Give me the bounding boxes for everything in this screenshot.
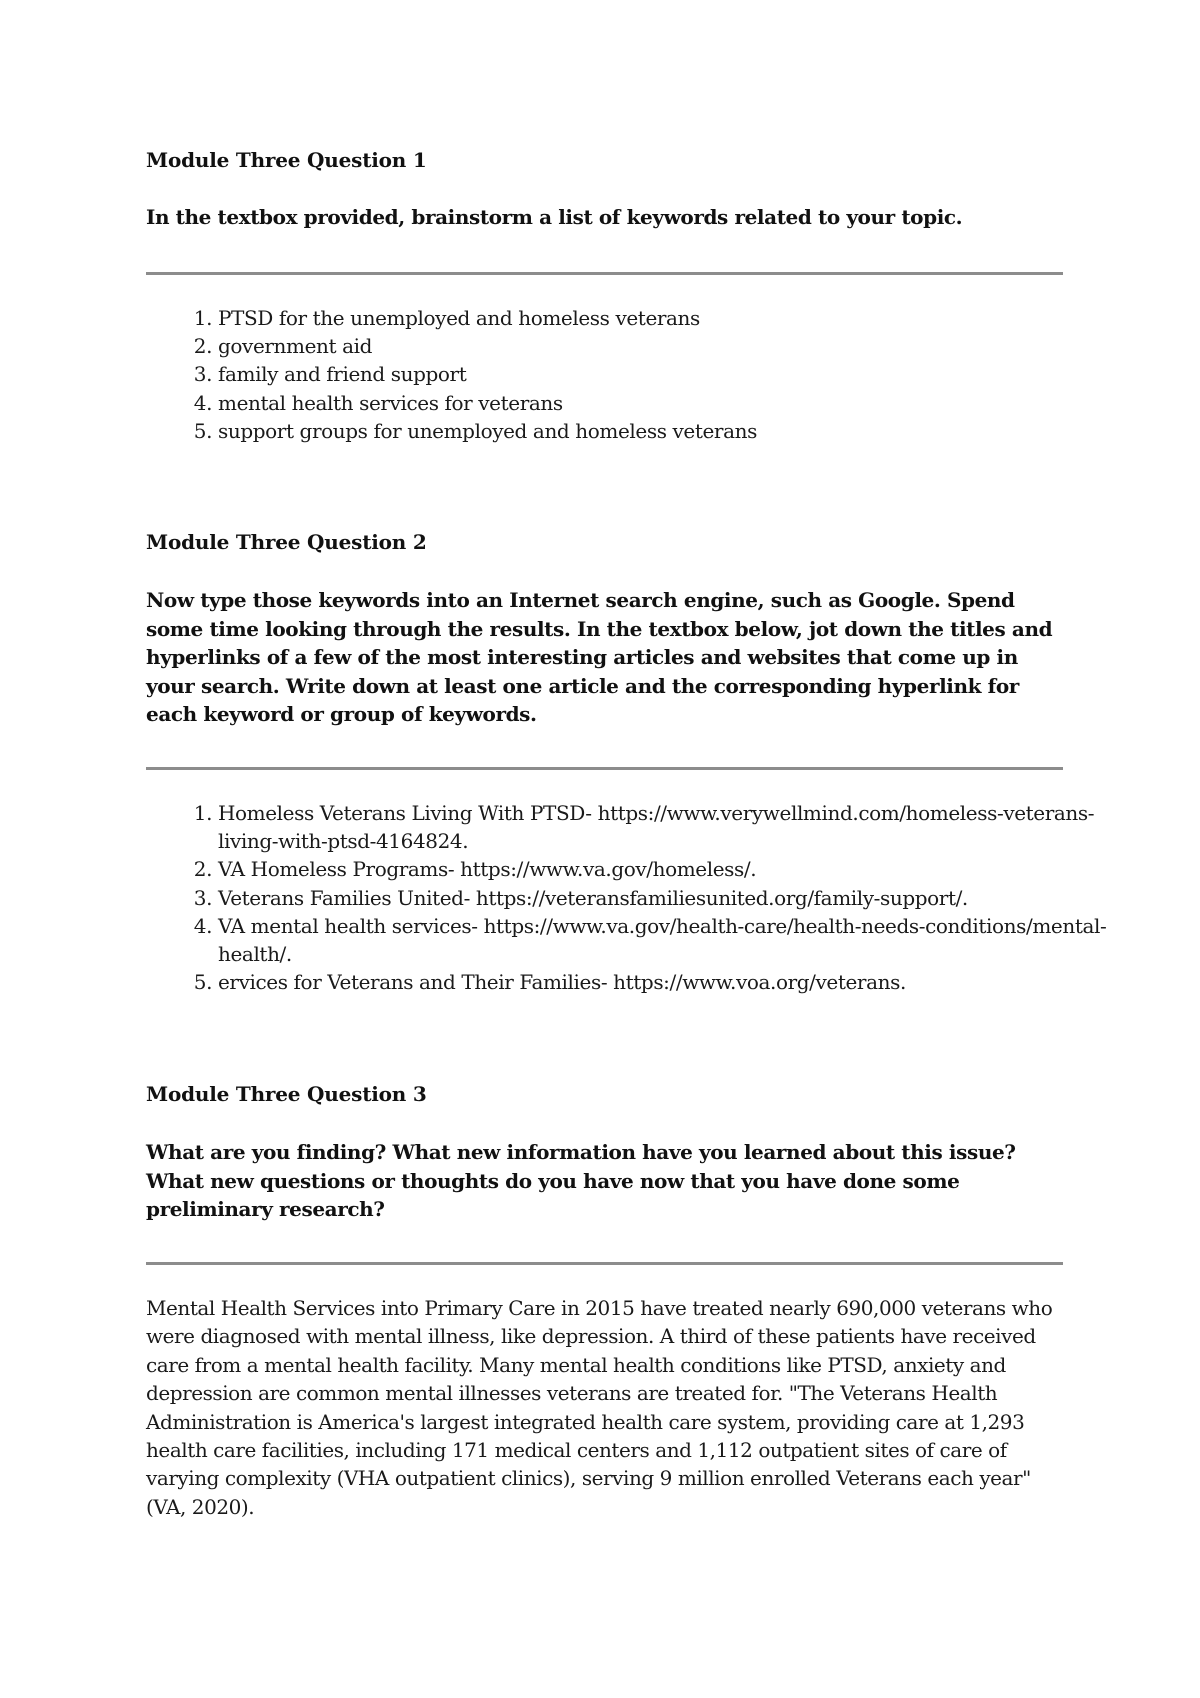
question-2-heading: Module Three Question 2 (146, 530, 427, 554)
question-3-heading: Module Three Question 3 (146, 1082, 427, 1106)
list-item: 3. family and friend support (218, 360, 1136, 388)
list-item: 4. VA mental health services- https://www.va.gov/health-care/health-needs-conditions/mental-health/. (218, 912, 1136, 968)
question-1-textbox-divider (146, 272, 1063, 275)
list-item: 3. Veterans Families United- https://veteransfamiliesunited.org/family-support/. (218, 884, 1136, 912)
list-item: 4. mental health services for veterans (218, 389, 1136, 417)
question-2-prompt: Now type those keywords into an Internet search engine, such as Google. Spend some time looking through the results. In the textbox below, jot down the titles and hyperlinks of a few of the most interesting articles and websites that come up in your search. Write down at least one article and the corresponding hyperlink for each keyword or group of keywords. (146, 588, 1053, 726)
question-2-answer-list (146, 799, 1136, 996)
list-item: 5. ervices for Veterans and Their Families- https://www.voa.org/veterans. (218, 968, 1136, 996)
question-3-textbox-divider (146, 1262, 1063, 1265)
list-item: 1. Homeless Veterans Living With PTSD- https://www.verywellmind.com/homeless-veterans-living-with-ptsd-4164824. (218, 799, 1136, 855)
question-1-heading: Module Three Question 1 (146, 148, 427, 172)
question-3-answer-paragraph: Mental Health Services into Primary Care in 2015 have treated nearly 690,000 veterans who were diagnosed with mental illness, like depression. A third of these patients have received care from a mental health facility. Many mental health conditions like PTSD, anxiety and depression are common mental illnesses veterans are treated for. "The Veterans Health Administration is America's largest integrated health care system, providing care at 1,293 health care facilities, including 171 medical centers and 1,112 outpatient sites of care of varying complexity (VHA outpatient clinics), serving 9 million enrolled Veterans each year" (VA, 2020). (146, 1296, 1053, 1519)
question-1-prompt: In the textbox provided, brainstorm a list of keywords related to your topic. (146, 205, 963, 229)
question-1-answer-list (146, 304, 1136, 445)
list-item: 2. government aid (218, 332, 1136, 360)
question-2-textbox-divider (146, 767, 1063, 770)
list-item: 5. support groups for unemployed and homeless veterans (218, 417, 1136, 445)
list-item: 1. PTSD for the unemployed and homeless veterans (218, 304, 1136, 332)
question-3-prompt: What are you finding? What new information have you learned about this issue? What new questions or thoughts do you have now that you have done some preliminary research? (146, 1140, 1016, 1221)
list-item: 2. VA Homeless Programs- https://www.va.gov/homeless/. (218, 855, 1136, 883)
